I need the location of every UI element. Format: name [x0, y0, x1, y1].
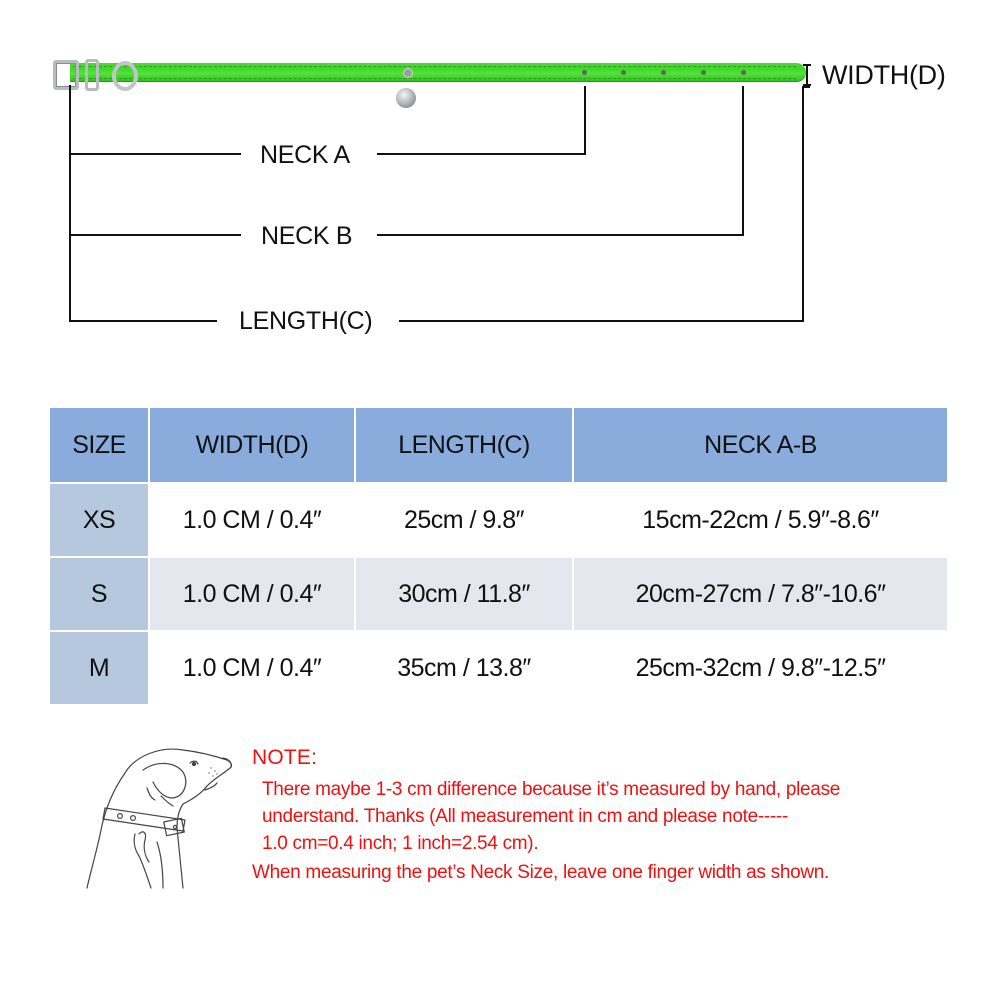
buckle-icon — [53, 60, 79, 90]
header-length: LENGTH(C) — [356, 408, 572, 482]
width-label: WIDTH(D) — [822, 60, 946, 90]
left-vertical-line — [69, 85, 71, 322]
width-cell: 1.0 CM / 0.4″ — [150, 556, 354, 630]
adjust-hole — [661, 70, 666, 75]
bell-icon — [396, 88, 416, 108]
note-line: understand. Thanks (All measurement in cm and please note----- — [262, 806, 788, 827]
header-size: SIZE — [50, 408, 148, 482]
neck-a-vertical — [584, 86, 586, 155]
note-line: There maybe 1-3 cm difference because it’s measured by hand, please — [262, 779, 841, 800]
length-vertical-cap — [802, 86, 810, 88]
size-cell: XS — [50, 482, 148, 556]
table-row — [50, 482, 947, 556]
collar-strap — [70, 63, 806, 82]
table-row — [50, 630, 947, 704]
table-row — [50, 556, 947, 630]
neck-cell: 15cm-22cm / 5.9″-8.6″ — [574, 482, 947, 556]
bell-eyelet-icon — [403, 68, 413, 78]
size-cell: M — [50, 630, 148, 704]
adjust-hole — [701, 70, 706, 75]
adjust-hole — [582, 70, 587, 75]
length-vertical — [802, 86, 804, 322]
size-cell: S — [50, 556, 148, 630]
width-ibeam-icon — [802, 64, 812, 86]
neck-cell: 25cm-32cm / 9.8″-12.5″ — [574, 630, 947, 704]
neck-a-line-right — [377, 153, 586, 155]
header-neck: NECK A-B — [574, 408, 947, 482]
width-cell: 1.0 CM / 0.4″ — [150, 630, 354, 704]
width-cell: 1.0 CM / 0.4″ — [150, 482, 354, 556]
keeper-loop-icon — [85, 59, 99, 91]
length-cell: 35cm / 13.8″ — [356, 630, 572, 704]
d-ring-icon — [112, 61, 138, 91]
length-line-left — [69, 320, 217, 322]
table-header-row — [50, 408, 947, 482]
dog-with-collar-sketch-icon — [65, 738, 255, 893]
note-title: NOTE: — [252, 746, 318, 769]
neck-b-label: NECK B — [261, 222, 353, 250]
length-label: LENGTH(C) — [239, 307, 373, 335]
neck-b-line-left — [69, 234, 241, 236]
neck-a-line-left — [69, 153, 241, 155]
neck-b-vertical — [742, 86, 744, 236]
neck-a-label: NECK A — [260, 141, 350, 169]
length-cell: 25cm / 9.8″ — [356, 482, 572, 556]
measuring-tip: When measuring the pet’s Neck Size, leave one finger width as shown. — [252, 862, 830, 883]
note-line: 1.0 cm=0.4 inch; 1 inch=2.54 cm). — [262, 833, 539, 854]
neck-cell: 20cm-27cm / 7.8″-10.6″ — [574, 556, 947, 630]
length-cell: 30cm / 11.8″ — [356, 556, 572, 630]
header-width: WIDTH(D) — [150, 408, 354, 482]
size-chart-table — [48, 408, 949, 704]
note-body — [262, 776, 952, 857]
adjust-hole — [621, 70, 626, 75]
adjust-hole — [741, 70, 746, 75]
length-line-right — [399, 320, 804, 322]
neck-b-line-right — [377, 234, 744, 236]
